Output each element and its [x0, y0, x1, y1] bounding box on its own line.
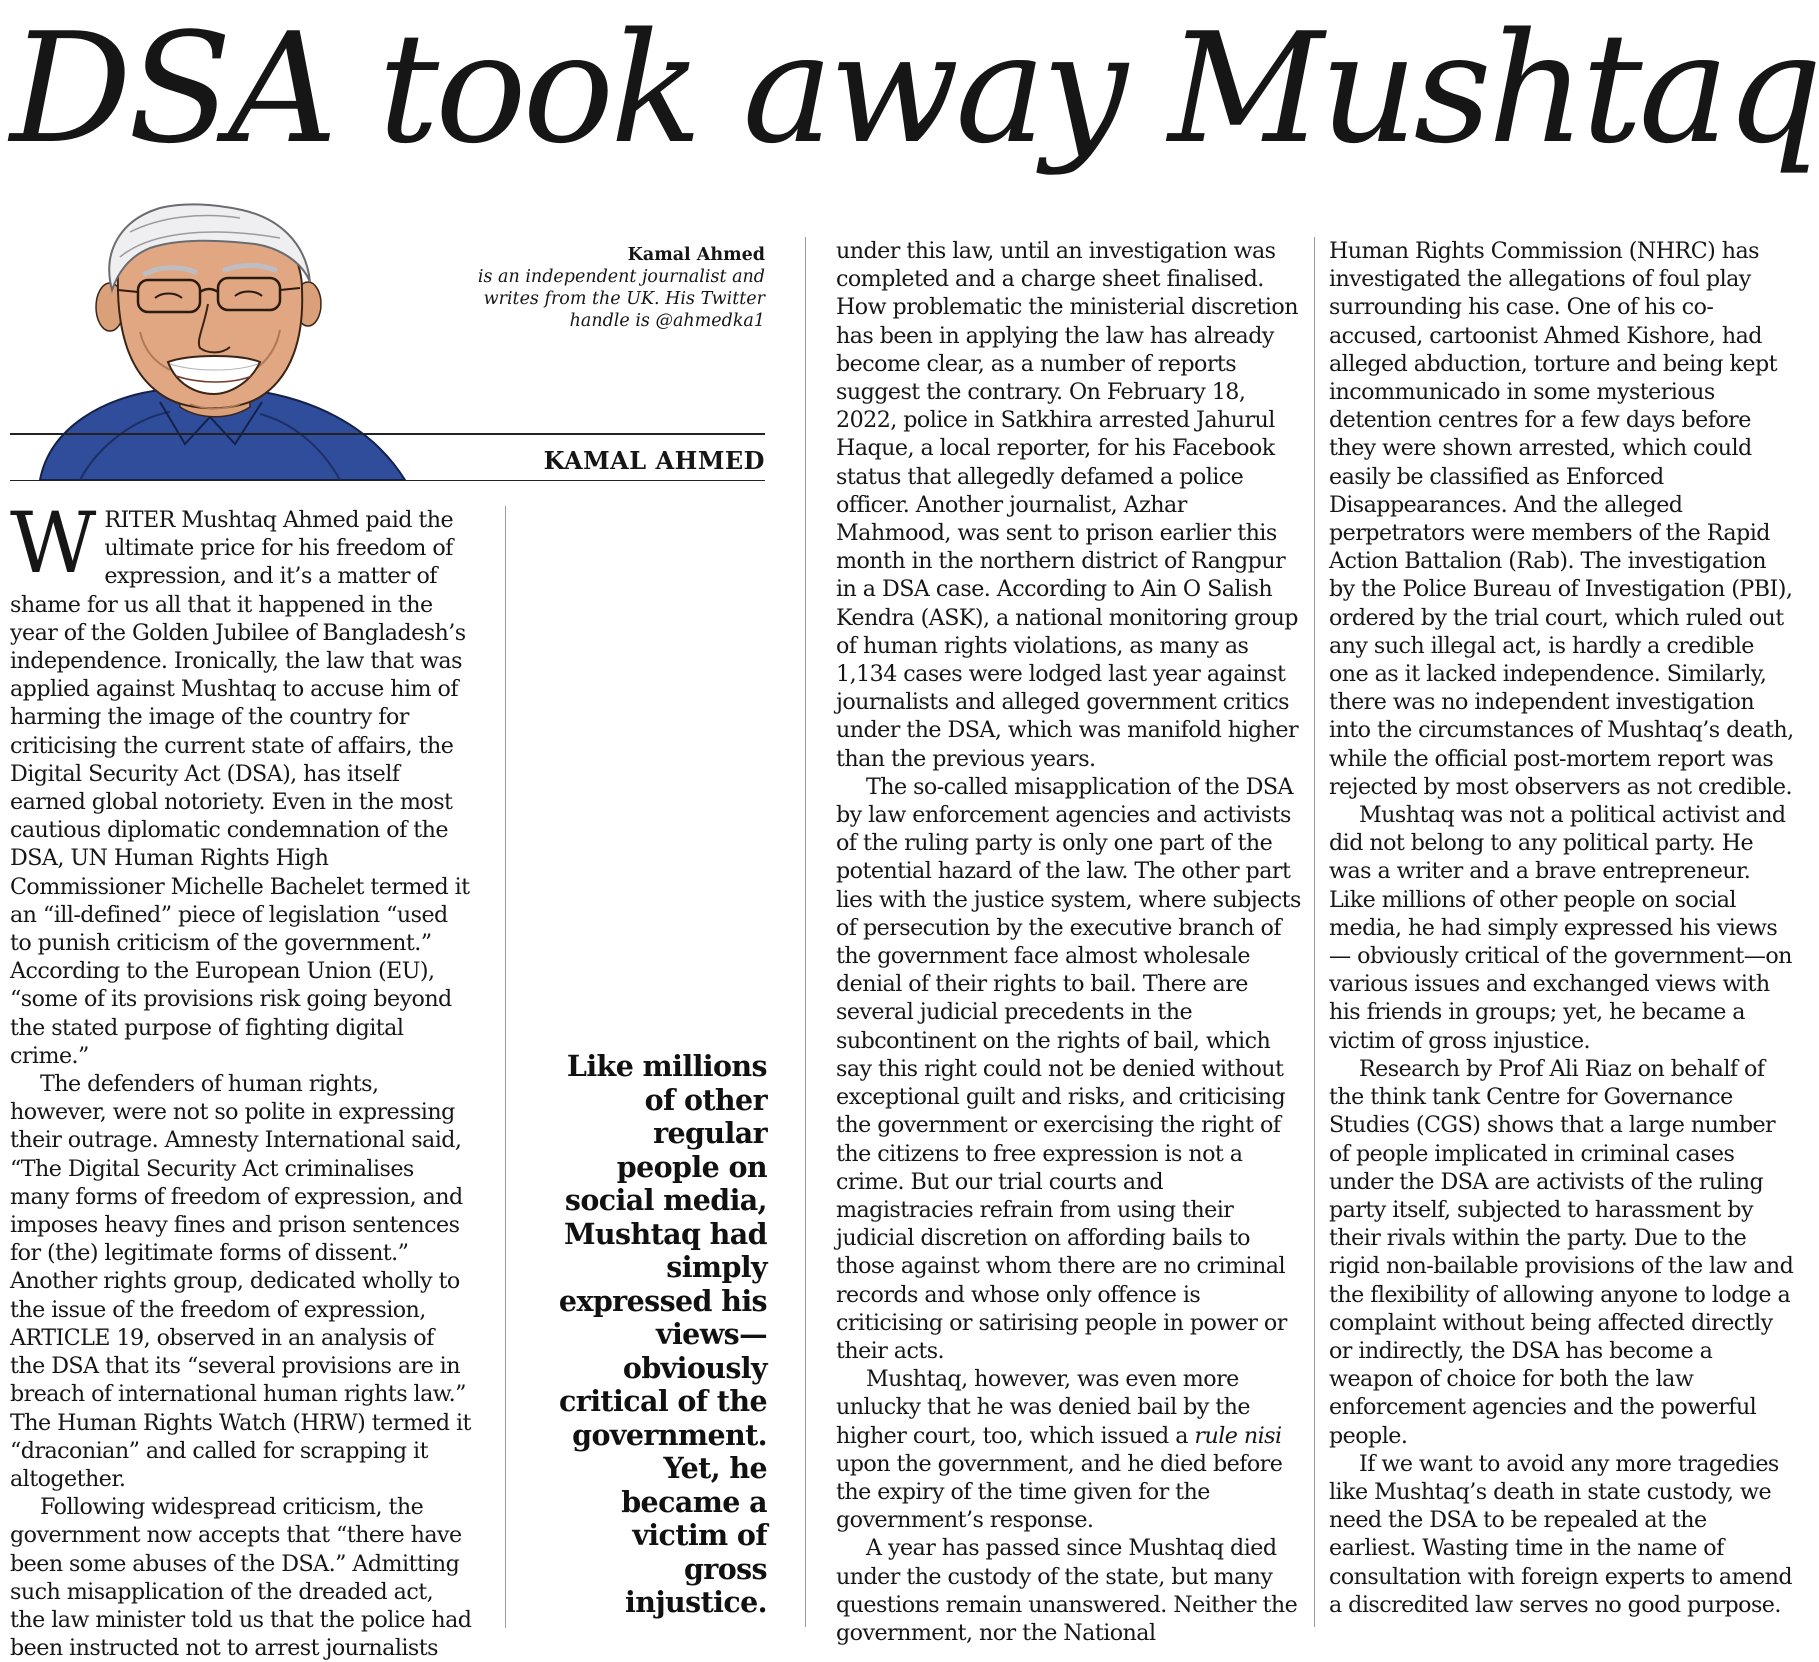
author-bio [420, 244, 765, 332]
column-divider [805, 237, 806, 1627]
author-portrait [10, 212, 410, 480]
paragraph: Research by Prof Ali Riaz on behalf of the think tank Centre for Governance Studies (CGS) shows that a large number of people implicated in criminal cases under the DSA are activists of the ruling party itself, subjected to harassment by their rivals within the party. Due to the rigid non-bailable provisions of the law and the flexibility of allowing anyone to lodge a complaint without being affected directly or indirectly, the DSA has become a weapon of choice for both the law enforcement agencies and the powerful people. [1329, 1055, 1794, 1449]
article-column-1 [10, 494, 472, 1662]
author-bio-text: is an independent journalist and writes from the UK. His Twitter handle is @ahmedka1 [477, 267, 765, 331]
article-column-3 [1329, 237, 1795, 1627]
paragraph: The so-called misapplication of the DSA by law enforcement agencies and activists of the ruling party is only one part of the potential hazard of the law. The other part lies with the justice system, where subjects of persecution by the executive branch of the government face almost wholesale denial of their rights to bail. There are several judicial precedents in the subcontinent on the rights of bail, which say this right could not be denied without exceptional guilt and risks, and criticising the government or exercising the right of the citizens to free expression is not a crime. But our trial courts and magistracies refrain from using their judicial discretion on affording bails to those against whom there are no criminal records and whose only offence is criticising or satirising people in power or their acts. [836, 773, 1301, 1364]
paragraph: Human Rights Commission (NHRC) has investigated the allegations of foul play surrounding his case. One of his co-accused, cartoonist Ahmed Kishore, had alleged abduction, torture and being kept incommunicado in some mysterious detention centres for a few days before they were shown arrested, which could easily be classified as Enforced Disappearances. And the alleged perpetrators were members of the Rapid Action Battalion (Rab). The investigation by the Police Bureau of Investigation (PBI), ordered by the trial court, which ruled out any such illegal act, is hardly a credible one as it lacked independence. Similarly, there was no independent investigation into the circumstances of Mushtaq’s death, while the official post-mortem report was rejected by most observers as not credible. [1329, 238, 1794, 800]
byline-rule-top [10, 433, 765, 435]
paragraph: Following widespread criticism, the government now accepts that “there have been some abuses of the DSA.” Admitting such misapplication of the dreaded act, the law minister told us that the police had been instructed not to arrest journalists [10, 1494, 472, 1662]
paragraph: under this law, until an investigation was completed and a charge sheet finalised. How problematic the ministerial discretion has been in applying the law has already become clear, as a number of reports suggest the contrary. On February 18, 2022, police in Satkhira arrested Jahurul Haque, a local reporter, for his Facebook status that allegedly defamed a police officer. Another journalist, Azhar Mahmood, was sent to prison earlier this month in the northern district of Rangpur in a DSA case. According to Ain O Salish Kendra (ASK), a national monitoring group of human rights violations, as many as 1,134 cases were lodged last year against journalists and alleged government critics under the DSA, which was manifold higher than the previous years. [836, 238, 1299, 772]
paragraph [10, 494, 472, 1070]
headline: DSA took away Mushtaq [10, 0, 1819, 177]
paragraph: If we want to avoid any more tragedies like Mushtaq’s death in state custody, we need the DSA to be repealed at the earliest. Wasting time in the name of consultation with foreign experts to amend a discredited law serves no good purpose. [1329, 1450, 1793, 1618]
paragraph-text: RITER Mushtaq Ahmed paid the ultimate price for his freedom of expression, and it’s a matter of shame for us all that it happened in the year of the Golden Jubilee of Bangladesh’s independence. Ironically, the law that was applied against Mushtaq to accuse him of harming the image of the country for criticising the current state of affairs, the Digital Security Act (DSA), has itself earned global notoriety. Even in the most cautious diplomatic condemnation of the DSA, UN Human Rights High Commissioner Michelle Bachelet termed it an “ill-defined” piece of legislation “used to punish criticism of the government.” According to the European Union (EU), “some of its provisions risk going beyond the stated purpose of fighting digital crime.” [10, 507, 470, 1069]
drop-cap: W [10, 494, 97, 592]
byline-rule-bottom [10, 480, 765, 481]
paragraph-text: Mushtaq, however, was even more unlucky that he was denied bail by the higher court, too, which issued a [836, 1366, 1250, 1449]
column-divider [1314, 237, 1315, 1627]
legal-term: rule nisi [1194, 1422, 1282, 1449]
article-column-2 [836, 237, 1302, 1646]
author-name: Kamal Ahmed [627, 245, 765, 265]
column-divider [505, 506, 506, 1628]
byline: KAMAL AHMED [543, 446, 765, 475]
paragraph: A year has passed since Mushtaq died under the custody of the state, but many questions remain unanswered. Neither the government, nor the National [836, 1535, 1298, 1646]
paragraph-text: upon the government, and he died before the expiry of the time given for the government’s response. [836, 1450, 1283, 1534]
paragraph: Mushtaq was not a political activist and did not belong to any political party. He was a writer and a brave entrepreneur. Like millions of other people on social media, he had simply expressed his views— obviously critical of the government—on various issues and exchanged views with his friends in groups; yet, he became a victim of gross injustice. [1329, 802, 1792, 1054]
pull-quote: Like millions of other regular people on social media, Mushtaq had simply expressed his views— obviously critical of the government. Yet, he became a victim of gross injustice. [558, 1049, 767, 1619]
paragraph [836, 1365, 1302, 1534]
paragraph: The defenders of human rights, however, were not so polite in expressing their outrage. Amnesty International said, “The Digital Security Act criminalises many forms of freedom of expression, and imposes heavy fines and prison sentences for (the) legitimate forms of dissent.” Another rights group, dedicated wholly to the issue of the freedom of expression, ARTICLE 19, observed in an analysis of the DSA that its “several provisions are in breach of international human rights law.” The Human Rights Watch (HRW) termed it “draconian” and called for scrapping it altogether. [10, 1071, 471, 1492]
